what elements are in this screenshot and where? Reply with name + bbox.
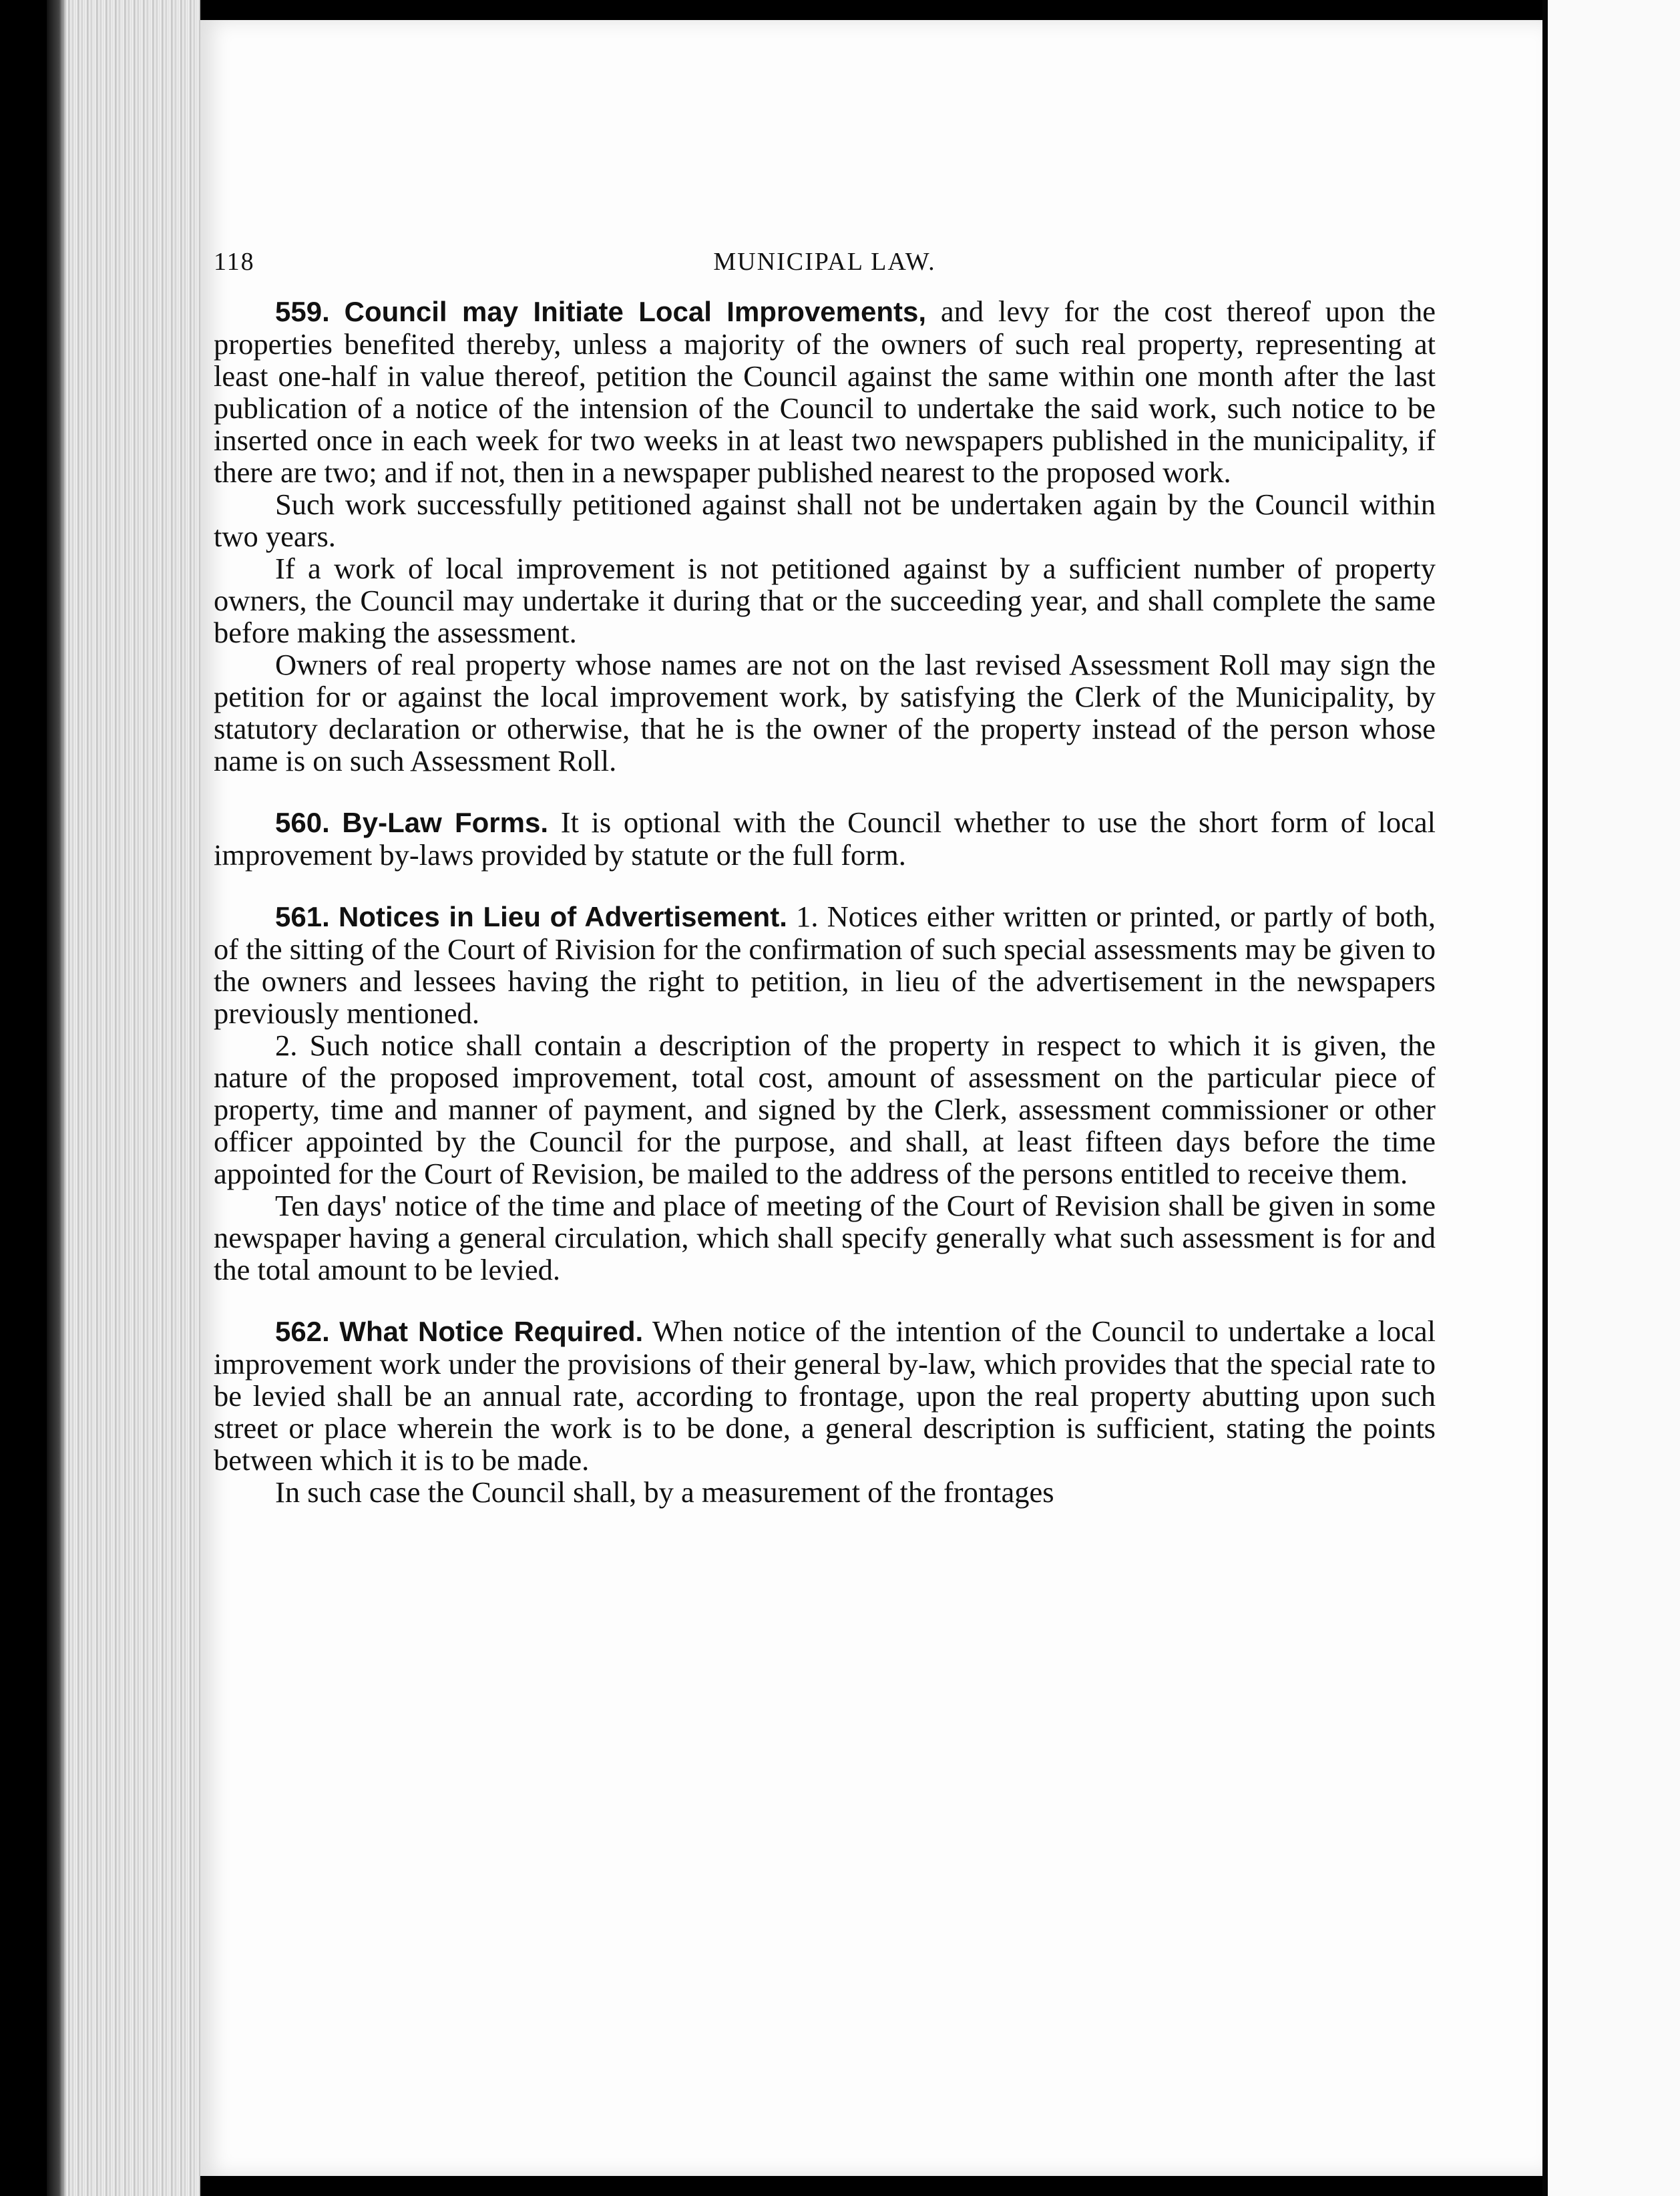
section-559-number: 559. (275, 296, 330, 327)
section-562-paragraph-1 (214, 1315, 1436, 1476)
section-559-paragraph-1 (214, 295, 1436, 488)
section-560-paragraph-1 (214, 806, 1436, 871)
section-560-text-1: It is optional with the Council whether to use the short form of local improvement by-laws provided by statute or the full form. (214, 805, 1436, 872)
book-page-edges (47, 0, 200, 2196)
section-559-title: Council may Initiate Local Improvements, (344, 296, 927, 327)
section-559-paragraph-3: If a work of local improvement is not petitioned against by a sufficient number of property owners, the Council may undertake it during that or the succeeding year, and shall complete the same before making the assessment. (214, 552, 1436, 649)
page-number: 118 (214, 248, 255, 276)
section-562-title: What Notice Required. (339, 1316, 644, 1347)
binding-shadow (47, 0, 67, 2196)
section-561-paragraph-1 (214, 900, 1436, 1029)
section-560-title: By-Law Forms. (342, 807, 549, 838)
section-562-paragraph-2: In such case the Council shall, by a measurement of the frontages (275, 1475, 1054, 1509)
running-title: MUNICIPAL LAW. (713, 248, 936, 276)
page-content (214, 234, 1436, 1508)
section-562-text-1: When notice of the intention of the Council to undertake a local improvement work under the provisions of their general by-law, which provides that the special rate to be levied shall be an annual rate, according to frontage, upon the real property abutting upon such street or place wherein the work is to be done, a general description is sufficient, stating the points between which it is to be made. (214, 1314, 1436, 1477)
section-561-paragraph-2: 2. Such notice shall contain a description of the property in respect to which it is given, the nature of the proposed improvement, total cost, amount of assessment on the particular piece of property, time and manner of payment, and signed by the Clerk, assessment commissioner or other officer appointed by the Council for the purpose, and shall, at least fifteen days before the time appointed for the Court of Revision, be mailed to the address of the persons entitled to receive them. (214, 1029, 1436, 1190)
section-561-title: Notices in Lieu of Advertisement. (338, 901, 787, 932)
section-561-text-1: 1. Notices either written or printed, or partly of both, of the sitting of the Court of Rivision for the confirmation of such special assessments may be given to the owners and lessees having the right to petition, in lieu of the advertisement in the newspapers previously mentioned. (214, 900, 1436, 1030)
section-559-paragraph-4: Owners of real property whose names are not on the last revised Assessment Roll may sign the petition for or against the local improvement work, by satisfying the Clerk of the Municipality, by statutory declaration or otherwise, that he is the owner of the property instead of the person whose name is on such Assessment Roll. (214, 648, 1436, 777)
section-559-paragraph-2: Such work successfully petitioned against shall not be undertaken again by the Council within two years. (214, 488, 1436, 553)
running-head (214, 234, 1436, 287)
section-562-number: 562. (275, 1316, 330, 1347)
section-561-number: 561. (275, 901, 330, 932)
facing-page-edge (1548, 0, 1680, 2196)
section-559-text-1: and levy for the cost thereof upon the properties benefited thereby, unless a majority of the owners of such real property, representing at least one-half in value thereof, petition the Council against the same within one month after the last publication of a notice of the intension of the Council to undertake the said work, such notice to be inserted once in each week for two weeks in at least two newspapers published in the municipality, if there are two; and if not, then in a newspaper published nearest to the proposed work. (214, 295, 1436, 489)
section-560-number: 560. (275, 807, 330, 838)
section-561-paragraph-3: Ten days' notice of the time and place of meeting of the Court of Revision shall be given in some newspaper having a general circulation, which shall specify generally what such assessment is for and the total amount to be levied. (214, 1189, 1436, 1286)
